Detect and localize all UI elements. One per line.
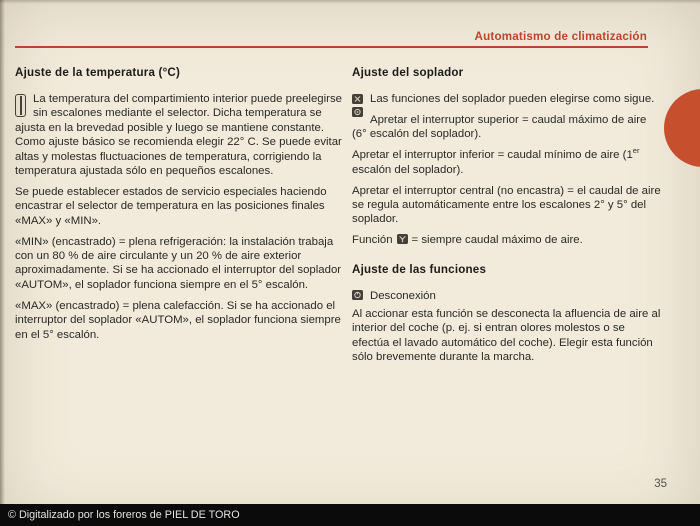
paragraph-desconexion-body: Al accionar esta función se desconecta la afluencia de aire al interior del coche (p. ej. si entran olores molestos o se efectúa el lavado automático del coche). Elegir esta función sólo brevemente durante la marcha.: [352, 308, 661, 364]
fan-button-icon: [397, 234, 408, 248]
chapter-tab-marker: [664, 89, 700, 167]
page-number: 35: [654, 478, 667, 490]
paragraph-text: escalón del soplador).: [352, 163, 464, 176]
footer-credit-bar: [0, 504, 700, 526]
off-button-icon: [352, 290, 363, 304]
ordinal-superscript: er: [632, 146, 640, 156]
fan-switch-upper-icon: [352, 94, 363, 104]
desconexion-label: Desconexión: [370, 289, 436, 302]
paragraph-min: «MIN» (encastrado) = plena refrigeración: la instalación trabaja con un 80 % de aire circulante y un 20 % de aire exterior aproximadamente. Si se ha accionado el interruptor del soplador «AUTOM», el soplador funciona siempre en el 5° escalón.: [15, 235, 342, 291]
temperature-selector-icon: [15, 94, 26, 117]
paragraph-desconexion-label: [352, 289, 662, 304]
fan-switches-icon: [352, 94, 363, 120]
paragraph-soplador-intro: [352, 92, 662, 106]
footer-credit: © Digitalizado por los foreros de PIEL DE TORO: [8, 509, 240, 521]
right-column: [352, 66, 662, 370]
fan-switch-lower-icon: [352, 107, 363, 117]
scan-edge-shadow: [0, 0, 5, 526]
header-rule: [15, 46, 648, 48]
paragraph-text: La temperatura del compartimiento interior puede preelegirse sin escalones mediante el selector. Dicha temperatura se ajusta en la brevedad posible y luego se mantiene constante. Como ajuste básico se recomienda elegir 22° C. Se puede evitar altas y molestas fluctuaciones de temperatura, corrigiendo la temperatura ajustada sólo en pequeños escalones.: [15, 93, 342, 178]
heading-funciones: Ajuste de las funciones: [352, 262, 487, 276]
paragraph-text: Función: [352, 234, 393, 247]
paragraph-temp-intro: [15, 92, 342, 178]
paragraph-interruptor-superior: Apretar el interruptor superior = caudal máximo de aire (6° escalón del soplador).: [352, 113, 647, 141]
paragraph-text: Apretar el interruptor inferior = caudal mínimo de aire (1: [352, 149, 633, 162]
paragraph-funcion-max: [352, 233, 662, 248]
paragraph-estados-servicio: Se puede establecer estados de servicio especiales haciendo encastrar el selector de temperatura en las posiciones finales «MAX» y «MIN».: [15, 185, 327, 227]
paragraph-interruptor-inferior: [352, 148, 662, 177]
heading-temperatura: Ajuste de la temperatura (°C): [15, 66, 181, 79]
paragraph-text: = siempre caudal máximo de aire.: [411, 234, 583, 247]
heading-soplador: Ajuste del soplador: [352, 66, 464, 79]
paragraph-interruptor-central: Apretar el interruptor central (no encastra) = el caudal de aire se regula automáticamente entre los escalones 2° y 5° del soplador.: [352, 184, 661, 226]
paragraph-text: Las funciones del soplador pueden elegirse como sigue.: [370, 93, 655, 105]
paragraph-max: «MAX» (encastrado) = plena calefacción. Si se ha accionado el interruptor del soplador «AUTOM», el soplador funciona siempre en el 5° escalón.: [15, 299, 341, 341]
scan-edge-shadow-top: [0, 0, 700, 4]
left-column: [15, 66, 342, 348]
chapter-title: Automatismo de climatización: [474, 30, 647, 43]
